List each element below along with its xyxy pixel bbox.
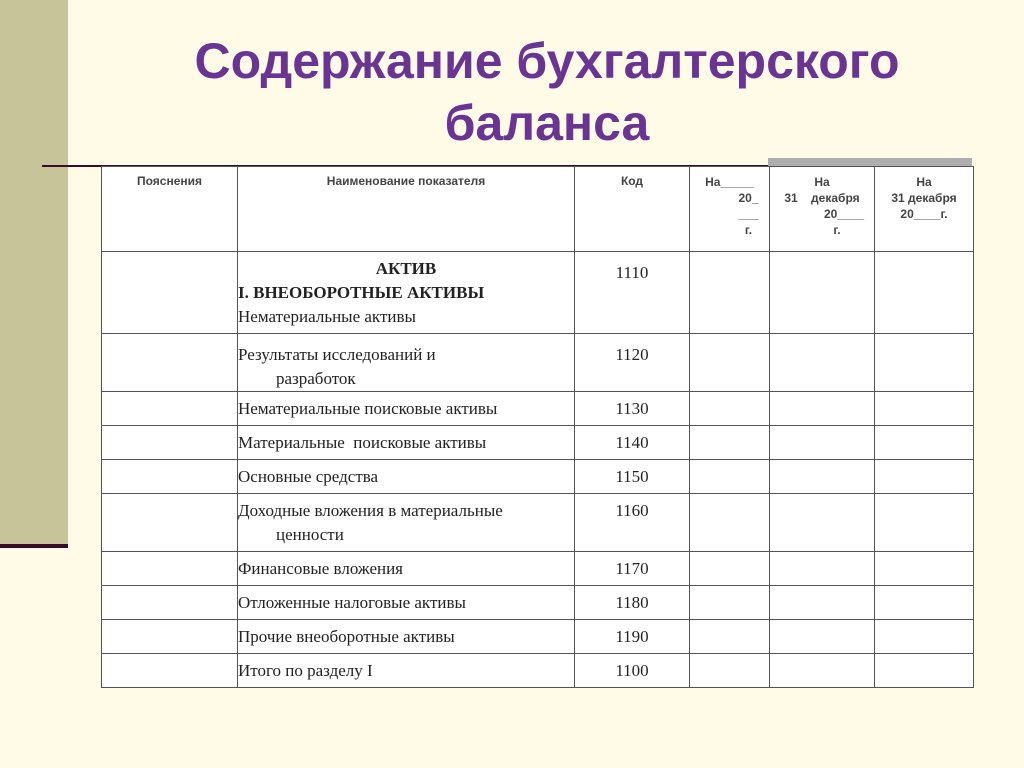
header-date-2-b: 31 декабря xyxy=(784,191,860,205)
row-value-2 xyxy=(770,552,875,586)
row-value-1 xyxy=(690,494,770,552)
row-name: Финансовые вложения xyxy=(238,552,575,586)
header-date-2-c: 20____ xyxy=(823,207,865,221)
row-name: Итого по разделу I xyxy=(238,654,575,688)
table-row xyxy=(102,460,974,494)
row-name: Результаты исследований и xyxy=(238,345,436,364)
row-name: Доходные вложения в материальные xyxy=(238,501,503,520)
header-date-1-d: г. xyxy=(744,223,753,237)
side-divider xyxy=(0,544,68,548)
row-code: 1170 xyxy=(575,552,690,586)
row-value-2 xyxy=(770,334,875,392)
row-name: Материальные поисковые активы xyxy=(238,426,575,460)
row-explanation-cell xyxy=(102,586,238,620)
row-code: 1130 xyxy=(575,392,690,426)
header-code: Код xyxy=(575,167,690,252)
header-date-2-a: На xyxy=(814,175,830,189)
row-code: 1180 xyxy=(575,586,690,620)
table-row xyxy=(102,586,974,620)
row-code: 1100 xyxy=(575,654,690,688)
header-date-1-a: На_____ xyxy=(705,175,754,189)
row-explanation-cell xyxy=(102,460,238,494)
row-explanation-cell xyxy=(102,334,238,392)
row-value-2 xyxy=(770,620,875,654)
header-indicator: Наименование показателя xyxy=(238,167,575,252)
row-value-3 xyxy=(875,494,974,552)
row-name: Нематериальные поисковые активы xyxy=(238,392,575,426)
row-explanation-cell xyxy=(102,252,238,334)
title-line-2: баланса xyxy=(444,95,650,151)
row-name-cell xyxy=(238,252,575,334)
row-value-1 xyxy=(690,586,770,620)
table-row xyxy=(102,392,974,426)
row-code: 1140 xyxy=(575,426,690,460)
row-value-2 xyxy=(770,586,875,620)
row-name: Прочие внеоборотные активы xyxy=(238,620,575,654)
header-date-1-c: ___ xyxy=(738,207,759,221)
header-date-1 xyxy=(690,167,770,252)
table-row xyxy=(102,494,974,552)
header-explanations: Пояснения xyxy=(102,167,238,252)
row-value-3 xyxy=(875,654,974,688)
row-value-3 xyxy=(875,460,974,494)
section-heading-asset: АКТИВ xyxy=(375,259,437,278)
title-line-1: Содержание бухгалтерского xyxy=(194,33,900,89)
row-explanation-cell xyxy=(102,392,238,426)
header-date-2-d: г. xyxy=(833,223,841,237)
row-name-continued: разработок xyxy=(276,369,356,388)
row-value-2 xyxy=(770,460,875,494)
row-value-1 xyxy=(690,654,770,688)
row-name-cell xyxy=(238,494,575,552)
row-name-continued: ценности xyxy=(276,525,344,544)
row-value-3 xyxy=(875,586,974,620)
header-date-1-b: 20_ xyxy=(738,191,759,205)
row-explanation-cell xyxy=(102,654,238,688)
row-name: Нематериальные активы xyxy=(238,307,416,326)
row-value-1 xyxy=(690,252,770,334)
row-code: 1120 xyxy=(575,334,690,392)
table-row xyxy=(102,334,974,392)
row-value-1 xyxy=(690,392,770,426)
row-code: 1160 xyxy=(575,494,690,552)
row-value-3 xyxy=(875,392,974,426)
table-row xyxy=(102,654,974,688)
row-code: 1190 xyxy=(575,620,690,654)
balance-table xyxy=(101,166,974,688)
row-name: Отложенные налоговые активы xyxy=(238,586,575,620)
row-value-1 xyxy=(690,334,770,392)
slide-title xyxy=(70,30,1024,154)
row-value-3 xyxy=(875,426,974,460)
row-value-1 xyxy=(690,460,770,494)
row-name: Основные средства xyxy=(238,460,575,494)
row-value-1 xyxy=(690,620,770,654)
row-code: 1110 xyxy=(575,252,690,334)
header-date-3 xyxy=(875,167,974,252)
header-date-2 xyxy=(770,167,875,252)
row-value-1 xyxy=(690,552,770,586)
table-row xyxy=(102,426,974,460)
row-explanation-cell xyxy=(102,426,238,460)
header-date-3-a: На xyxy=(916,175,932,189)
table-row xyxy=(102,620,974,654)
row-value-3 xyxy=(875,620,974,654)
row-value-3 xyxy=(875,334,974,392)
row-name-cell xyxy=(238,334,575,392)
row-value-3 xyxy=(875,252,974,334)
table-row xyxy=(102,252,974,334)
row-value-2 xyxy=(770,392,875,426)
row-explanation-cell xyxy=(102,620,238,654)
table-header-row xyxy=(102,167,974,252)
row-value-2 xyxy=(770,252,875,334)
row-value-2 xyxy=(770,426,875,460)
row-explanation-cell xyxy=(102,552,238,586)
row-value-3 xyxy=(875,552,974,586)
side-band xyxy=(0,0,68,546)
row-value-1 xyxy=(690,426,770,460)
row-value-2 xyxy=(770,654,875,688)
table-row xyxy=(102,552,974,586)
row-code: 1150 xyxy=(575,460,690,494)
header-date-3-b: 31 декабря xyxy=(891,191,957,205)
row-value-2 xyxy=(770,494,875,552)
section-heading-noncurrent: I. ВНЕОБОРОТНЫЕ АКТИВЫ xyxy=(238,283,485,302)
header-date-3-c: 20____г. xyxy=(900,207,948,221)
row-explanation-cell xyxy=(102,494,238,552)
